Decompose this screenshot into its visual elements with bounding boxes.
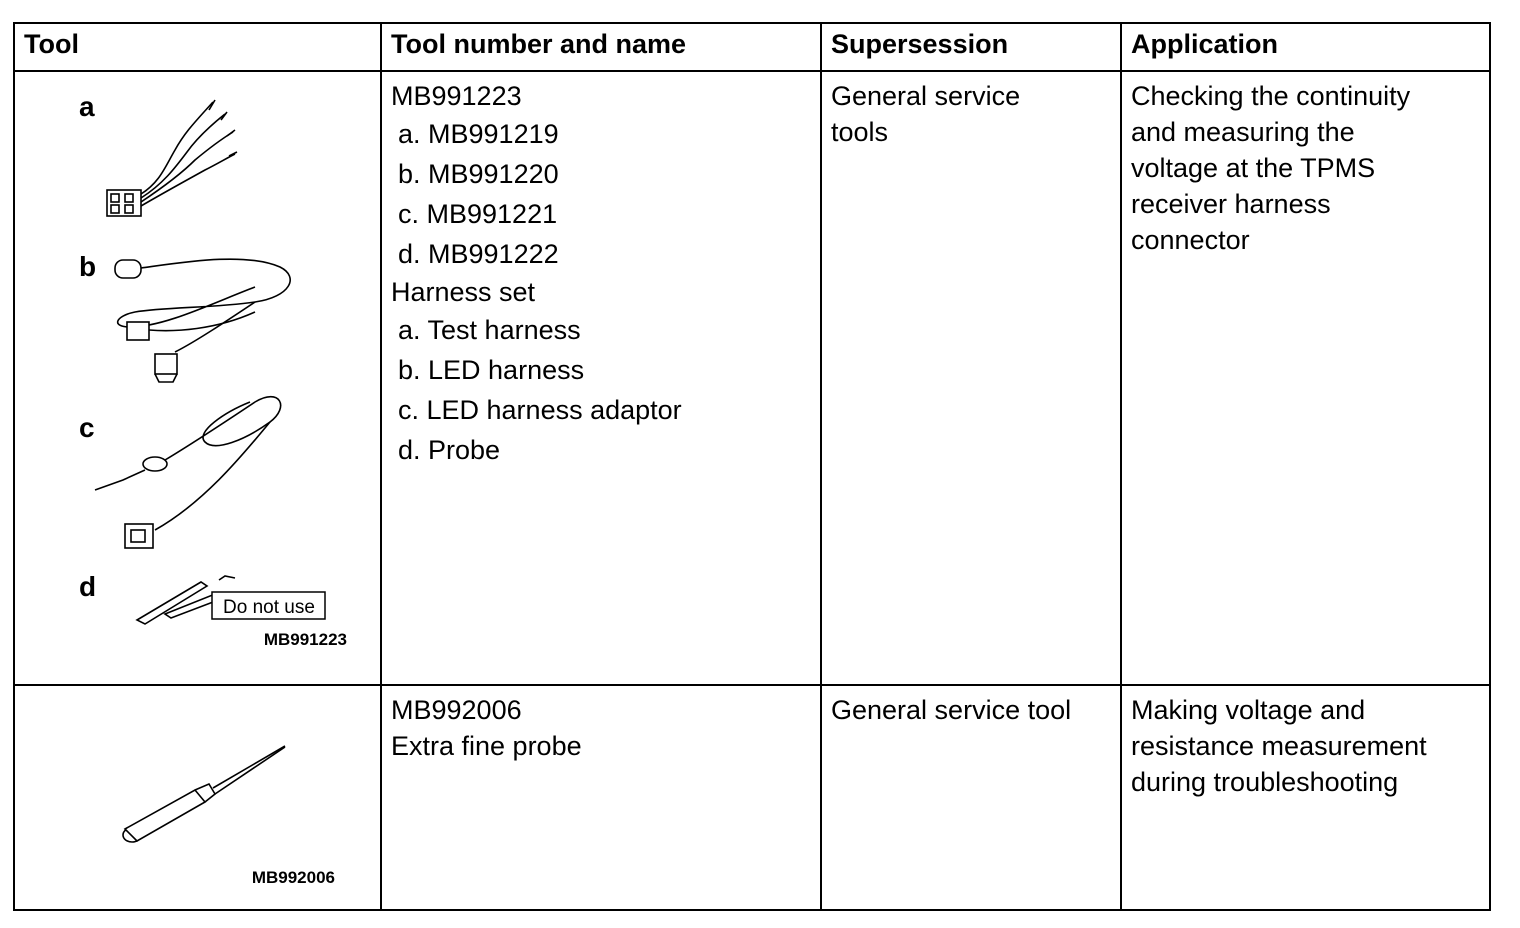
tool-illustration-cell	[14, 685, 381, 910]
part-number: d. MB991222	[398, 239, 559, 269]
harness-set-illustration	[15, 72, 381, 684]
application-line: and measuring the	[1131, 117, 1355, 147]
label-b: b	[79, 251, 97, 282]
part-number: b. MB991220	[398, 159, 559, 189]
supersession-line: tools	[831, 117, 889, 147]
supersession-line: General service	[831, 81, 1021, 111]
supersession-line: General service tool	[831, 695, 1072, 725]
header-tool: Tool	[14, 23, 381, 71]
tool-name: Extra fine probe	[391, 731, 582, 761]
test-harness-icon	[107, 100, 237, 216]
part-name: b. LED harness	[398, 355, 585, 385]
illustration-caption: MB992006	[251, 868, 335, 887]
table-row	[14, 71, 1490, 685]
supersession-cell	[821, 71, 1121, 685]
application-cell	[1121, 685, 1490, 910]
tool-number: MB992006	[391, 695, 522, 725]
tool-illustration-cell	[14, 71, 381, 685]
header-row	[14, 23, 1490, 71]
extra-fine-probe-illustration	[15, 686, 381, 909]
application-line: during troubleshooting	[1131, 767, 1399, 797]
part-number: a. MB991219	[398, 119, 559, 149]
tool-name: Harness set	[391, 277, 536, 307]
header-tool-number-and-name: Tool number and name	[381, 23, 821, 71]
part-number: c. MB991221	[398, 199, 558, 229]
tool-number-and-name-cell	[381, 71, 821, 685]
header-supersession: Supersession	[821, 23, 1121, 71]
part-name: d. Probe	[398, 435, 501, 465]
label-c: c	[79, 412, 95, 443]
illustration-caption: MB991223	[263, 630, 347, 649]
application-line: Making voltage and	[1131, 695, 1366, 725]
tool-number-and-name-cell	[381, 685, 821, 910]
label-d: d	[79, 571, 97, 602]
part-name: a. Test harness	[398, 315, 581, 345]
application-line: Checking the continuity	[1131, 81, 1411, 111]
label-a: a	[79, 91, 95, 122]
special-tools-table	[13, 22, 1491, 911]
led-harness-icon	[115, 259, 290, 382]
extra-fine-probe-icon	[123, 746, 285, 842]
table-row	[14, 685, 1490, 910]
application-line: connector	[1131, 225, 1250, 255]
part-name: c. LED harness adaptor	[398, 395, 682, 425]
application-line: voltage at the TPMS	[1131, 153, 1376, 183]
header-application: Application	[1121, 23, 1490, 71]
do-not-use-label: Do not use	[223, 597, 315, 618]
led-harness-adaptor-icon	[95, 397, 281, 548]
application-line: resistance measurement	[1131, 731, 1427, 761]
application-line: receiver harness	[1131, 189, 1331, 219]
supersession-cell	[821, 685, 1121, 910]
tool-number: MB991223	[391, 81, 522, 111]
application-cell	[1121, 71, 1490, 685]
